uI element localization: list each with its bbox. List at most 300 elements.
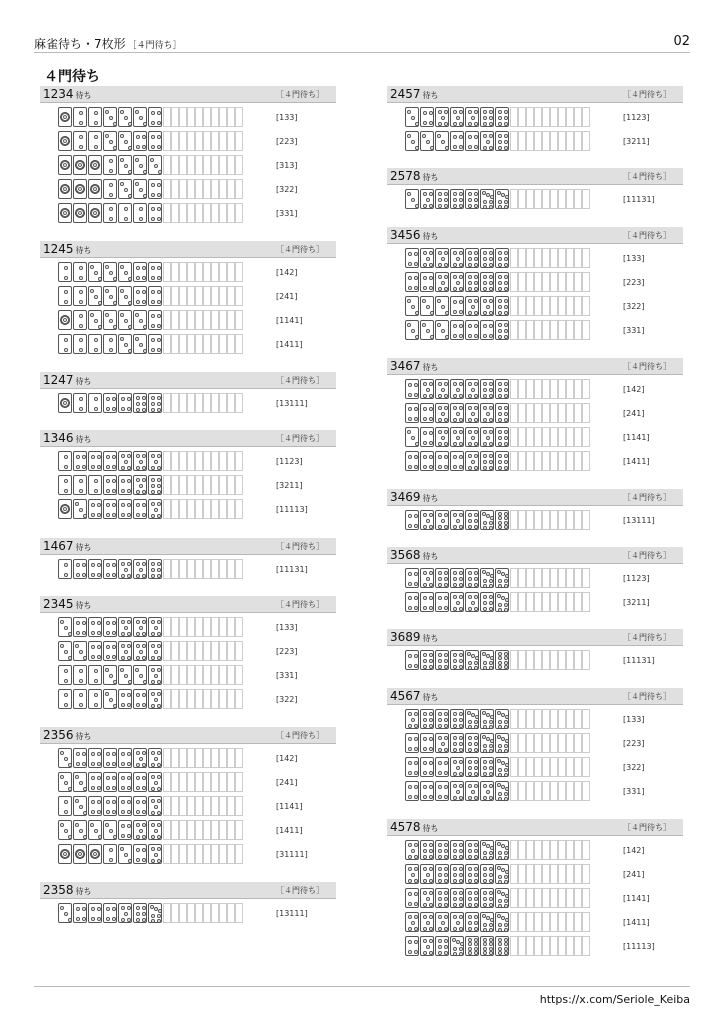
blank-slot [558, 510, 566, 530]
blank-slot [211, 748, 219, 768]
dot-mark [112, 631, 116, 635]
dot-mark [498, 797, 502, 801]
dot-mark [474, 430, 478, 434]
dot-mark [453, 760, 457, 764]
dot-mark [475, 656, 479, 660]
pin-tile-6 [465, 757, 479, 777]
pin-tile-3 [133, 155, 147, 175]
group-name [390, 548, 439, 562]
dot-mark [468, 110, 472, 114]
dot-mark [498, 418, 502, 422]
dot-mark [504, 923, 508, 927]
dot-mark [121, 918, 125, 922]
dot-mark [83, 787, 87, 791]
blank-slot [582, 733, 590, 753]
dot-mark [151, 314, 155, 318]
dot-mark [459, 659, 463, 663]
group-wait-numbers: 4567 [390, 689, 421, 703]
circle-mark [90, 849, 100, 859]
blank-slot [235, 475, 243, 495]
blank-slot [558, 248, 566, 268]
dot-mark [151, 656, 155, 660]
pin-tile-6 [480, 379, 494, 399]
dot-mark [411, 116, 415, 120]
dot-mark [444, 204, 448, 208]
dot-mark [82, 907, 86, 911]
blank-slot [219, 203, 227, 223]
dot-mark [459, 742, 463, 746]
dot-mark [483, 666, 487, 670]
dot-mark [474, 519, 478, 523]
shape-code: [1141] [623, 894, 650, 903]
blank-slot [510, 864, 518, 884]
dot-mark [414, 407, 418, 411]
shape-code: [31111] [276, 850, 308, 859]
hand-row [387, 753, 683, 777]
dot-mark [468, 843, 472, 847]
pin-tile-1 [58, 107, 72, 127]
circle-mark [75, 184, 85, 194]
dot-mark [438, 596, 442, 600]
dot-mark [483, 388, 487, 392]
dot-mark [438, 455, 442, 459]
dot-mark [453, 275, 457, 279]
dot-mark [91, 907, 95, 911]
dot-mark [106, 479, 110, 483]
blank-slot [558, 936, 566, 956]
dot-mark [113, 301, 117, 305]
dot-mark [97, 762, 101, 766]
dot-mark [127, 632, 131, 636]
hand-row [387, 375, 683, 399]
wait-group [40, 372, 336, 413]
hand-tiles [58, 107, 243, 127]
dot-mark [151, 396, 155, 400]
blank-slot [179, 796, 187, 816]
blank-slot [550, 840, 558, 860]
blank-slot [542, 733, 550, 753]
blank-slot [195, 689, 203, 709]
dot-mark [127, 489, 131, 493]
dot-mark [91, 800, 95, 804]
dot-mark [474, 951, 478, 955]
pin-tile-5 [148, 820, 162, 840]
blank-slot [227, 107, 235, 127]
dot-mark [106, 800, 110, 804]
dot-mark [459, 110, 463, 114]
group-wait-numbers: 3689 [390, 630, 421, 644]
pin-tile-5 [435, 427, 449, 447]
dot-mark [498, 899, 502, 903]
dot-mark [429, 382, 433, 386]
group-name [43, 883, 92, 897]
dot-mark [97, 513, 101, 517]
dot-mark [407, 299, 411, 303]
dot-mark [151, 514, 155, 518]
dot-mark [504, 516, 508, 520]
blank-slot [526, 650, 534, 670]
group-header [387, 168, 683, 185]
blank-slot [227, 820, 235, 840]
blank-slot [582, 840, 590, 860]
dot-mark [441, 257, 445, 261]
blank-slot [179, 475, 187, 495]
dot-mark [136, 490, 140, 494]
blank-slot [518, 248, 526, 268]
dot-mark [121, 693, 125, 697]
pin-tile-6 [450, 733, 464, 753]
pin-tile-1 [58, 310, 72, 330]
dot-mark [498, 744, 502, 748]
dot-mark [113, 146, 117, 150]
blank-slot [526, 189, 534, 209]
pin-tile-6 [465, 864, 479, 884]
blank-slot [227, 559, 235, 579]
blank-slot [219, 310, 227, 330]
group-tag: ［４門待ち］ [276, 245, 324, 254]
pin-tile-4 [88, 499, 102, 519]
dot-mark [157, 348, 161, 352]
group-wait-numbers: 2356 [43, 728, 74, 742]
dot-mark [498, 388, 502, 392]
dot-mark [456, 116, 460, 120]
dot-mark [414, 785, 418, 789]
dot-mark [489, 281, 493, 285]
blank-slot [211, 475, 219, 495]
dot-mark [504, 263, 508, 267]
dot-mark [109, 183, 113, 187]
hand-tiles [58, 310, 243, 330]
blank-slot [227, 748, 235, 768]
dot-mark [157, 656, 161, 660]
blank-slot [235, 179, 243, 199]
blank-slot [518, 864, 526, 884]
blank-slot [179, 286, 187, 306]
dot-mark [407, 323, 411, 327]
dot-mark [411, 873, 415, 877]
blank-slot [211, 203, 219, 223]
dot-mark [106, 397, 110, 401]
dot-mark [456, 257, 460, 261]
blank-slot [566, 403, 574, 423]
dot-mark [429, 737, 433, 741]
hand-tiles [58, 262, 243, 282]
dot-mark [151, 193, 155, 197]
blank-slot [558, 650, 566, 670]
blank-slot [510, 272, 518, 292]
dot-mark [151, 290, 155, 294]
circle-mark [60, 184, 70, 194]
dot-mark [474, 666, 478, 670]
dot-mark [498, 768, 502, 772]
dot-mark [414, 262, 418, 266]
dot-mark [483, 923, 487, 927]
dot-mark [498, 329, 502, 333]
pin-tile-2 [58, 262, 72, 282]
wait-label: 待ち [422, 693, 439, 702]
dot-mark [438, 659, 442, 663]
pin-tile-2 [58, 334, 72, 354]
blank-slot [195, 310, 203, 330]
hand-row [40, 495, 336, 519]
blank-slot [566, 840, 574, 860]
group-name [390, 87, 439, 101]
blank-slot [582, 451, 590, 471]
dot-mark [444, 577, 448, 581]
blank-slot [558, 568, 566, 588]
dot-mark [459, 843, 463, 847]
dot-mark [113, 680, 117, 684]
pin-tile-3 [58, 617, 72, 637]
dot-mark [157, 751, 161, 755]
blank-slot [211, 820, 219, 840]
dot-mark [82, 573, 86, 577]
dot-mark [79, 348, 83, 352]
dot-mark [429, 465, 433, 469]
blank-slot [211, 499, 219, 519]
pin-tile-5 [450, 757, 464, 777]
dot-mark [136, 300, 140, 304]
dot-mark [423, 513, 427, 517]
dot-mark [414, 596, 418, 600]
dot-mark [468, 251, 472, 255]
blank-slot [542, 107, 550, 127]
dot-mark [444, 718, 448, 722]
dot-mark [408, 747, 412, 751]
section-title: ４門待ち [44, 69, 100, 85]
group-tag: ［４門待ち］ [623, 551, 671, 560]
dot-mark [157, 514, 161, 518]
dot-mark [121, 620, 125, 624]
dot-mark [127, 656, 131, 660]
dot-mark [438, 855, 442, 859]
dot-mark [483, 744, 487, 748]
dot-mark [489, 666, 493, 670]
blank-slot [582, 320, 590, 340]
dot-mark [151, 914, 155, 918]
dot-mark [106, 573, 110, 577]
dot-mark [139, 568, 143, 572]
dot-mark [498, 335, 502, 339]
dot-mark [128, 277, 132, 281]
dot-mark [94, 679, 98, 683]
dot-mark [64, 679, 68, 683]
blank-slot [510, 912, 518, 932]
dot-mark [468, 577, 472, 581]
blank-slot [179, 689, 187, 709]
dot-mark [157, 217, 161, 221]
group-header [40, 882, 336, 899]
dot-mark [97, 503, 101, 507]
blank-slot [518, 592, 526, 612]
dot-mark [504, 454, 508, 458]
blank-slot [195, 820, 203, 840]
pin-tile-4 [450, 296, 464, 316]
dot-mark [429, 417, 433, 421]
blank-slot [187, 203, 195, 223]
shape-code: [142] [276, 754, 298, 763]
hand-tiles [405, 107, 590, 127]
blank-slot [227, 334, 235, 354]
dot-mark [459, 897, 463, 901]
shape-code: [1411] [276, 340, 303, 349]
dot-mark [64, 781, 68, 785]
dot-mark [453, 513, 457, 517]
dot-mark [112, 786, 116, 790]
pin-tile-4 [103, 617, 117, 637]
dot-mark [438, 275, 442, 279]
pin-tile-4 [103, 903, 117, 923]
blank-slot [526, 888, 534, 908]
blank-slot [171, 203, 179, 223]
dot-mark [504, 942, 508, 946]
pin-tile-7 [495, 888, 509, 908]
dot-mark [504, 116, 508, 120]
dot-mark [429, 879, 433, 883]
hand-tiles [58, 820, 243, 840]
dot-mark [453, 952, 457, 956]
dot-mark [453, 796, 457, 800]
page-subtitle: ［４門待ち］ [127, 41, 182, 51]
blank-slot [510, 451, 518, 471]
dot-mark [438, 192, 442, 196]
blank-slot [203, 451, 211, 471]
dot-mark [489, 116, 493, 120]
dot-mark [79, 338, 83, 342]
blank-slot [518, 427, 526, 447]
dot-mark [142, 574, 146, 578]
circle-mark [60, 504, 70, 514]
dot-mark [76, 621, 80, 625]
dot-mark [106, 655, 110, 659]
dot-mark [151, 680, 155, 684]
pin-tile-4 [103, 772, 117, 792]
dot-mark [64, 266, 68, 270]
blank-slot [227, 262, 235, 282]
shape-code: [241] [276, 292, 298, 301]
blank-slot [163, 155, 171, 175]
dot-mark [438, 736, 442, 740]
hand-row [40, 840, 336, 864]
dot-mark [422, 134, 426, 138]
dot-mark [76, 907, 80, 911]
pin-tile-4 [103, 796, 117, 816]
dot-mark [408, 514, 412, 518]
blank-slot [195, 451, 203, 471]
blank-slot [558, 888, 566, 908]
blank-slot [582, 568, 590, 588]
shape-code: [11131] [276, 565, 308, 574]
dot-mark [453, 251, 457, 255]
dot-mark [459, 712, 463, 716]
pin-tile-6 [465, 840, 479, 860]
blank-slot [219, 131, 227, 151]
dot-mark [109, 829, 113, 833]
blank-slot [163, 844, 171, 864]
dot-mark [426, 921, 430, 925]
blank-slot [526, 757, 534, 777]
dot-mark [142, 402, 146, 406]
dot-mark [429, 855, 433, 859]
dot-mark [60, 823, 64, 827]
dot-mark [474, 766, 478, 770]
dot-mark [157, 276, 161, 280]
dot-mark [411, 718, 415, 722]
dot-mark [106, 503, 110, 507]
dot-mark [441, 742, 445, 746]
pin-tile-4 [133, 499, 147, 519]
dot-mark [154, 781, 158, 785]
dot-mark [136, 918, 140, 922]
dot-mark [429, 121, 433, 125]
group-header [40, 538, 336, 555]
dot-mark [474, 192, 478, 196]
dot-mark [459, 418, 463, 422]
dot-mark [127, 786, 131, 790]
dot-mark [489, 607, 493, 611]
blank-slot [574, 272, 582, 292]
blank-slot [558, 427, 566, 447]
dot-mark [136, 823, 140, 827]
dot-mark [136, 513, 140, 517]
dot-mark [136, 562, 140, 566]
dot-mark [444, 945, 448, 949]
pin-tile-7 [480, 709, 494, 729]
dot-mark [136, 906, 140, 910]
pin-tile-4 [405, 888, 419, 908]
pin-tile-3 [58, 820, 72, 840]
blank-slot [171, 820, 179, 840]
dot-mark [68, 787, 72, 791]
dot-mark [127, 479, 131, 483]
group-name [43, 373, 92, 387]
blank-slot [179, 310, 187, 330]
hand-row [387, 860, 683, 884]
dot-mark [468, 873, 472, 877]
pin-tile-6 [465, 568, 479, 588]
group-tag: ［４門待ち］ [623, 633, 671, 642]
pin-tile-3 [118, 286, 132, 306]
group-tag: ［４門待ち］ [276, 731, 324, 740]
dot-mark [120, 313, 124, 317]
dot-mark [444, 198, 448, 202]
dot-mark [483, 334, 487, 338]
dot-mark [486, 436, 490, 440]
dot-mark [426, 329, 430, 333]
dot-mark [474, 251, 478, 255]
blank-slot [550, 131, 558, 151]
pin-tile-7 [148, 903, 162, 923]
hand-row [387, 268, 683, 292]
dot-mark [94, 338, 98, 342]
dot-mark [414, 892, 418, 896]
blank-slot [179, 262, 187, 282]
dot-mark [64, 290, 68, 294]
hand-row [40, 768, 336, 792]
dot-mark [459, 513, 463, 517]
pin-tile-4 [118, 393, 132, 413]
shape-code: [331] [623, 787, 645, 796]
blank-slot [518, 733, 526, 753]
dot-mark [444, 879, 448, 883]
wait-group [40, 727, 336, 864]
dot-mark [94, 348, 98, 352]
dot-mark [489, 263, 493, 267]
dot-mark [489, 521, 493, 525]
blank-slot [195, 262, 203, 282]
blank-slot [171, 310, 179, 330]
blank-slot [211, 844, 219, 864]
